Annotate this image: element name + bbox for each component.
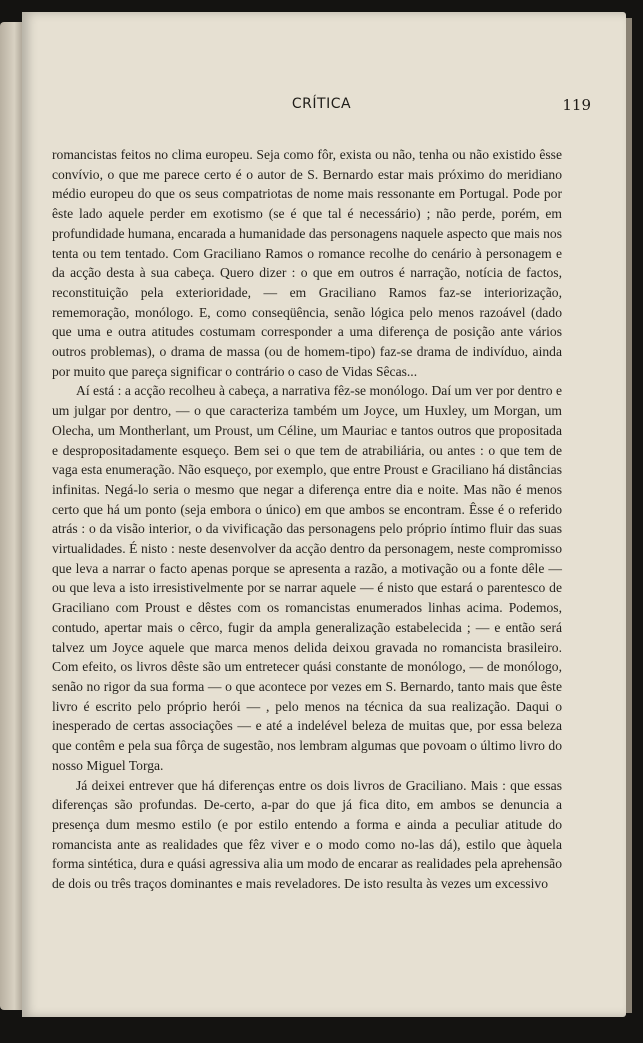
page-header xyxy=(28,96,615,120)
running-head: CRÍTICA xyxy=(291,96,352,112)
page-fore-edge xyxy=(626,18,632,1013)
previous-page-edge xyxy=(0,22,24,1010)
paragraph: Já deixei entrever que há diferenças entre os dois livros de Graciliano. Mais : que essas diferenças são profundas. De-certo, a-par do que já fica dito, em ambos se denuncia a presença dum mesmo estilo (e por estilo entendo a forma e ainda a peculiar atitude do romancista ante as realidades que fêz viver e o modo como no-las dá), estilo que àquela forma sintética, dura e quási agressiva alia um modo de encarar as realidades pela aprehensão de dois ou três traços dominantes e mais reveladores. De isto resulta às vezes um excessivo xyxy=(52,777,562,892)
body-text xyxy=(52,145,562,894)
paragraph: Aí está : a acção recolheu à cabeça, a narrativa fêz-se monólogo. Daí um ver por dentro e um julgar por dentro, — o que caracteriza também um Joyce, um Huxley, um Morgan, um Olecha, um Montherlant, um Proust, um Céline, um Mauriac e tantos outros que propositada e despropositadamente esqueço. Bem sei o que tem de atrabiliária, ou antes : o que tem de vaga esta enumeração. Não esqueço, por exemplo, que entre Proust e Graciliano há distâncias infinitas. Negá-lo seria o mesmo que negar a diferença entre dia e noite. Mas não é menos certo que há um ponto (seja embora o único) em que ambos se encontram. Êsse é o referido atrás : o da visão interior, o da vivificação das personagens pelo próprio íntimo fluir das suas virtualidades. É nisto : neste desenvolver da acção dentro da personagem, neste compromisso que leva a narrar o facto apenas porque se apresenta a razão, a motivação ou a fonte dêle — ou que leva a isto irresistivelmente por se narrar aquele — é nisto que estará o parentesco de Graciliano com Proust e dêstes com os romancistas enumerados linhas acima. Podemos, contudo, apertar mais o cêrco, fugir da ampla generalização estabelecida ; — e então será talvez um Joyce aquele que marca menos delida deixou gravada no romancista brasileiro. Com efeito, os livros dêste são um entretecer quási constante de monólogo, — de monólogo, senão no rigor da sua forma — o que acontece por vezes em S. Bernardo, tanto mais que êste livro é escrito pelo próprio herói — , pelo menos na técnica da sua realização. Daqui o inesperado de certas associações — e até a indelével beleza de muitas que, por essa beleza que contêm e pela sua fôrça de sugestão, nos lembram algumas que povoam o último livro do nosso Miguel Torga. xyxy=(52,383,562,773)
page-number: 119 xyxy=(562,96,591,114)
paragraph: romancistas feitos no clima europeu. Seja como fôr, exista ou não, tenha ou não existido êsse convívio, o que me parece certo é o autor de S. Bernardo estar mais próximo do meridiano médio europeu do que os seus compatriotas de nome mais ressonante em Portugal. Pode por êste lado aquele perder em exotismo (se é que tal é necessário) ; não perde, porém, em profundidade humana, encarada a humanidade das personagens naquele aspecto que mais nos tenta ou tem tentado. Com Graciliano Ramos o romance recolhe do cenário à personagem e da acção desta à sua cabeça. Quero dizer : o que em outros é narração, notícia de factos, reconstituição pela exterioridade, — em Graciliano Ramos faz-se interiorização, rememoração, monólogo. E, como conseqüência, senão lógica pelo menos razoável (dado que uma e outra atitudes costumam corresponder a uma diferença de posição ante vários outros problemas), o drama de massa (ou de homem-tipo) faz-se drama de indivíduo, ainda por muito que pareça significar o contrário o caso de Vidas Sêcas... xyxy=(52,147,562,379)
